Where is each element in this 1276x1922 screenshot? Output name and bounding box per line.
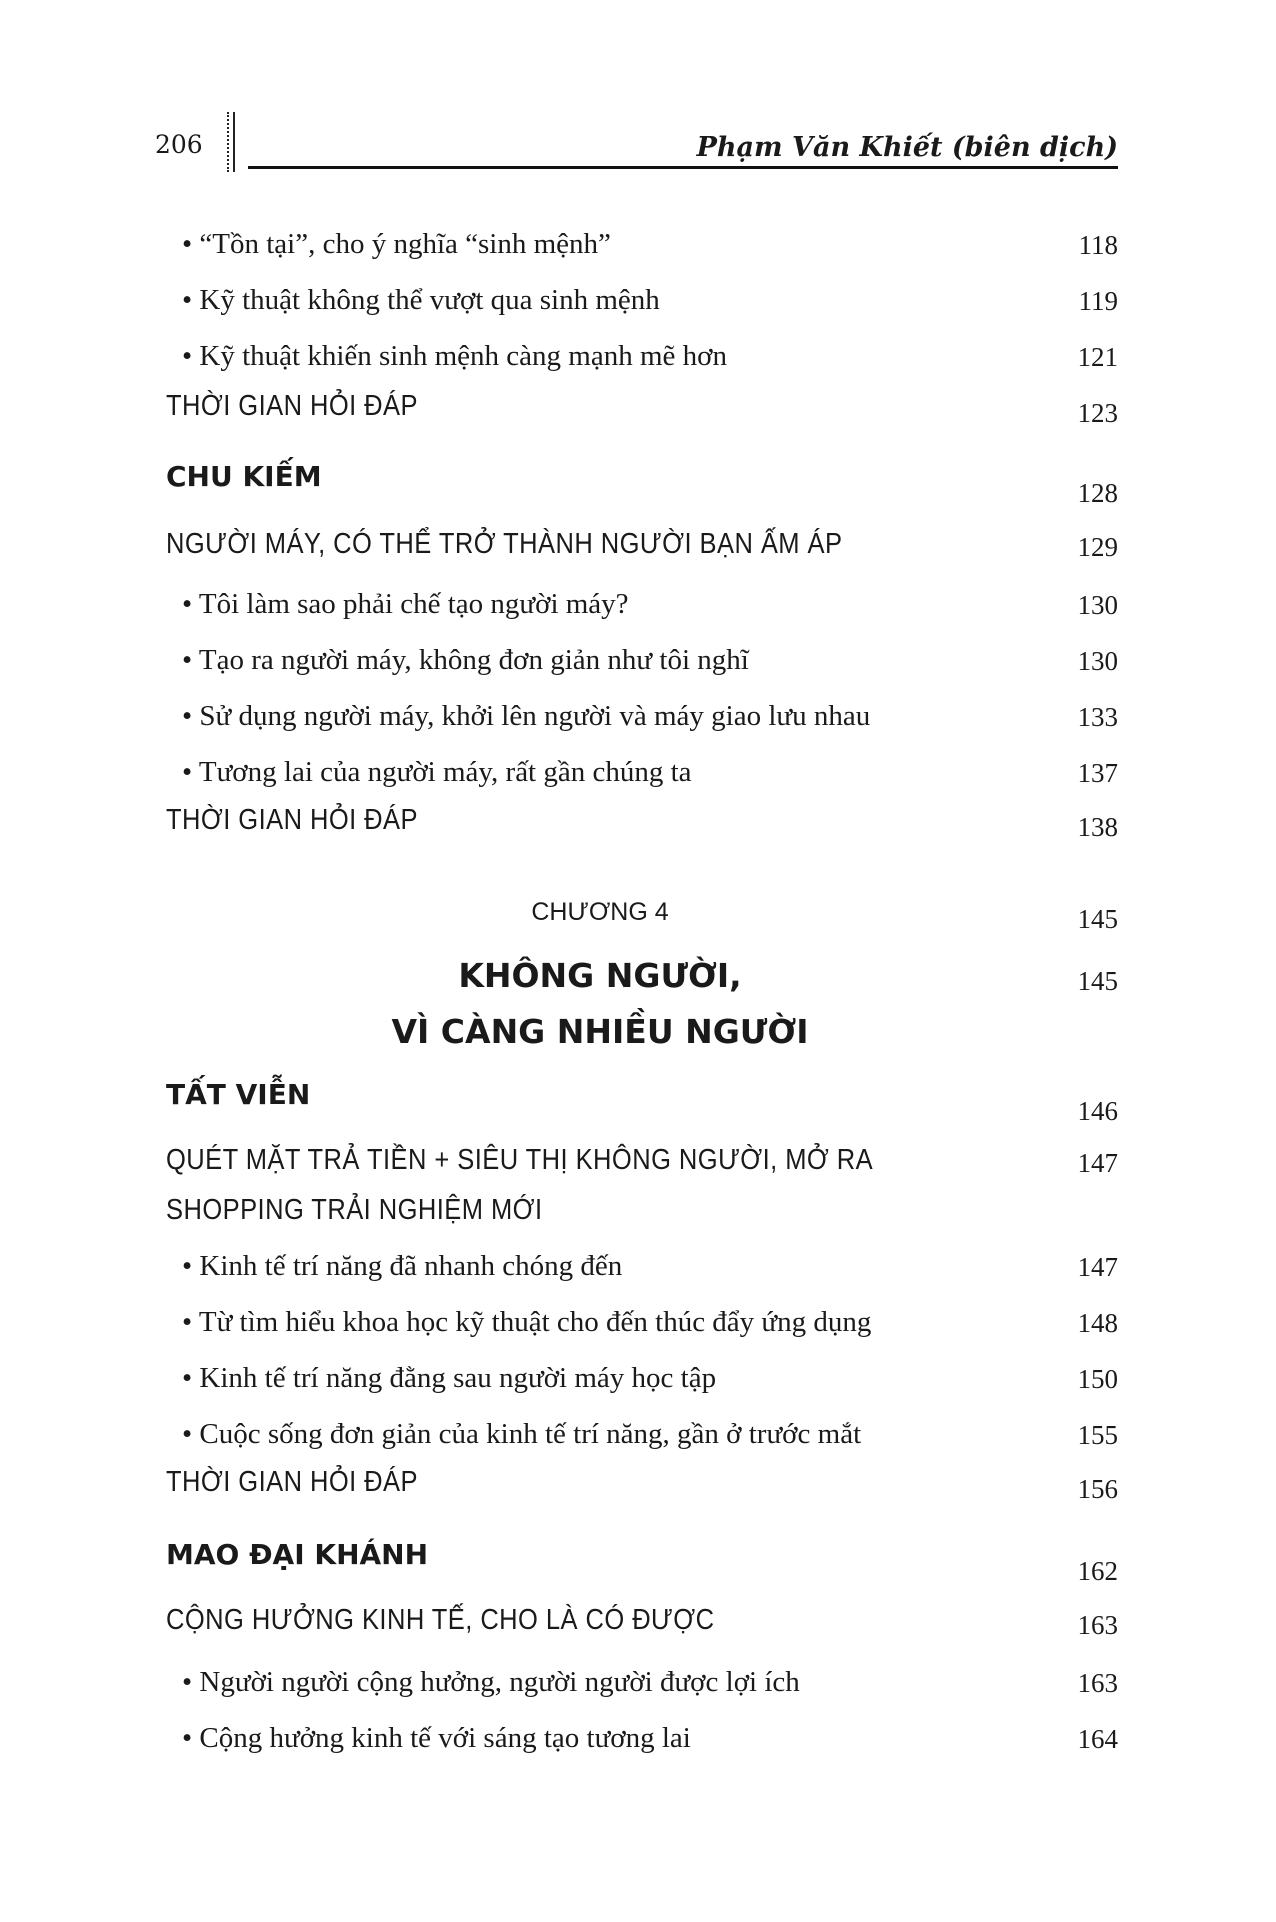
chapter-title-line2: VÌ CÀNG NHIỀU NGƯỜI bbox=[391, 1012, 809, 1051]
toc-page-number: 130 bbox=[1077, 646, 1118, 676]
toc-page-number: 150 bbox=[1077, 1364, 1118, 1394]
toc-page-number: 128 bbox=[1077, 478, 1118, 508]
toc-entry-text: • Tương lai của người máy, rất gần chúng ta bbox=[182, 756, 692, 788]
toc-author-name: TẤT VIỄN bbox=[166, 1078, 311, 1111]
toc-entry-text: • Từ tìm hiểu khoa học kỹ thuật cho đến thúc đẩy ứng dụng bbox=[182, 1306, 872, 1338]
toc-page-number: 138 bbox=[1077, 812, 1118, 842]
header-divider bbox=[227, 112, 232, 172]
toc-section-text: THỜI GIAN HỎI ĐÁP bbox=[166, 390, 418, 422]
toc-author-name: MAO ĐẠI KHÁNH bbox=[166, 1538, 429, 1571]
toc-page-number: 133 bbox=[1077, 702, 1118, 732]
header-divider-solid bbox=[233, 112, 235, 172]
page-header bbox=[0, 0, 1276, 180]
toc-entry-text: • Cộng hưởng kinh tế với sáng tạo tương lai bbox=[182, 1722, 691, 1754]
toc-entry-text: • Kỹ thuật khiến sinh mệnh càng mạnh mẽ hơn bbox=[182, 340, 727, 372]
toc-page-number: 145 bbox=[1077, 904, 1118, 934]
toc-page-number: 164 bbox=[1077, 1724, 1118, 1754]
toc-page-number: 147 bbox=[1077, 1252, 1118, 1282]
toc-page-number: 148 bbox=[1077, 1308, 1118, 1338]
toc-section-text-line2: SHOPPING TRẢI NGHIỆM MỚI bbox=[166, 1194, 543, 1226]
toc-page-number: 121 bbox=[1077, 342, 1118, 372]
toc-page-number: 163 bbox=[1077, 1668, 1118, 1698]
toc-page-number: 155 bbox=[1077, 1420, 1118, 1450]
toc-author-name: CHU KIẾM bbox=[166, 460, 322, 493]
toc-entry-text: • “Tồn tại”, cho ý nghĩa “sinh mệnh” bbox=[182, 228, 611, 260]
toc-entry-text: • Tôi làm sao phải chế tạo người máy? bbox=[182, 588, 629, 620]
toc-section-text: THỜI GIAN HỎI ĐÁP bbox=[166, 804, 418, 836]
toc-page-number: 129 bbox=[1077, 532, 1118, 562]
toc-entry-text: • Kinh tế trí năng đằng sau người máy học tập bbox=[182, 1362, 717, 1394]
toc-entry-text: • Cuộc sống đơn giản của kinh tế trí năng, gần ở trước mắt bbox=[182, 1418, 862, 1450]
running-title: Phạm Văn Khiết (biên dịch) bbox=[696, 132, 1118, 163]
toc-page-number: 156 bbox=[1077, 1474, 1118, 1504]
page-number: 206 bbox=[155, 130, 203, 159]
toc-section-text: QUÉT MẶT TRẢ TIỀN + SIÊU THỊ KHÔNG NGƯỜI, MỞ RA bbox=[166, 1144, 874, 1176]
toc-entry-text: • Kinh tế trí năng đã nhanh chóng đến bbox=[182, 1250, 623, 1282]
header-rule bbox=[248, 166, 1118, 169]
chapter-label: CHƯƠNG 4 bbox=[531, 898, 669, 926]
toc-page-number: 130 bbox=[1077, 590, 1118, 620]
toc-page-number: 162 bbox=[1077, 1556, 1118, 1586]
toc-page-number: 137 bbox=[1077, 758, 1118, 788]
toc-page-number: 119 bbox=[1078, 286, 1118, 316]
toc-entry-text: • Tạo ra người máy, không đơn giản như tôi nghĩ bbox=[182, 644, 749, 676]
toc-page-number: 118 bbox=[1078, 230, 1118, 260]
toc-section-text: CỘNG HƯỞNG KINH TẾ, CHO LÀ CÓ ĐƯỢC bbox=[166, 1604, 715, 1636]
toc-entry-text: • Sử dụng người máy, khởi lên người và máy giao lưu nhau bbox=[182, 700, 871, 732]
toc-entry-text: • Kỹ thuật không thể vượt qua sinh mệnh bbox=[182, 284, 660, 316]
toc-page-number: 147 bbox=[1077, 1148, 1118, 1178]
toc-page-number: 123 bbox=[1077, 398, 1118, 428]
toc-section-text: NGƯỜI MÁY, CÓ THỂ TRỞ THÀNH NGƯỜI BẠN ẤM ÁP bbox=[166, 528, 843, 560]
chapter-title-line1: KHÔNG NGƯỜI, bbox=[458, 956, 742, 995]
toc-page-number: 145 bbox=[1077, 966, 1118, 996]
toc-section-text: THỜI GIAN HỎI ĐÁP bbox=[166, 1466, 418, 1498]
toc-page-number: 163 bbox=[1077, 1610, 1118, 1640]
toc-page-number: 146 bbox=[1077, 1096, 1118, 1126]
toc-entry-text: • Người người cộng hưởng, người người được lợi ích bbox=[182, 1666, 800, 1698]
